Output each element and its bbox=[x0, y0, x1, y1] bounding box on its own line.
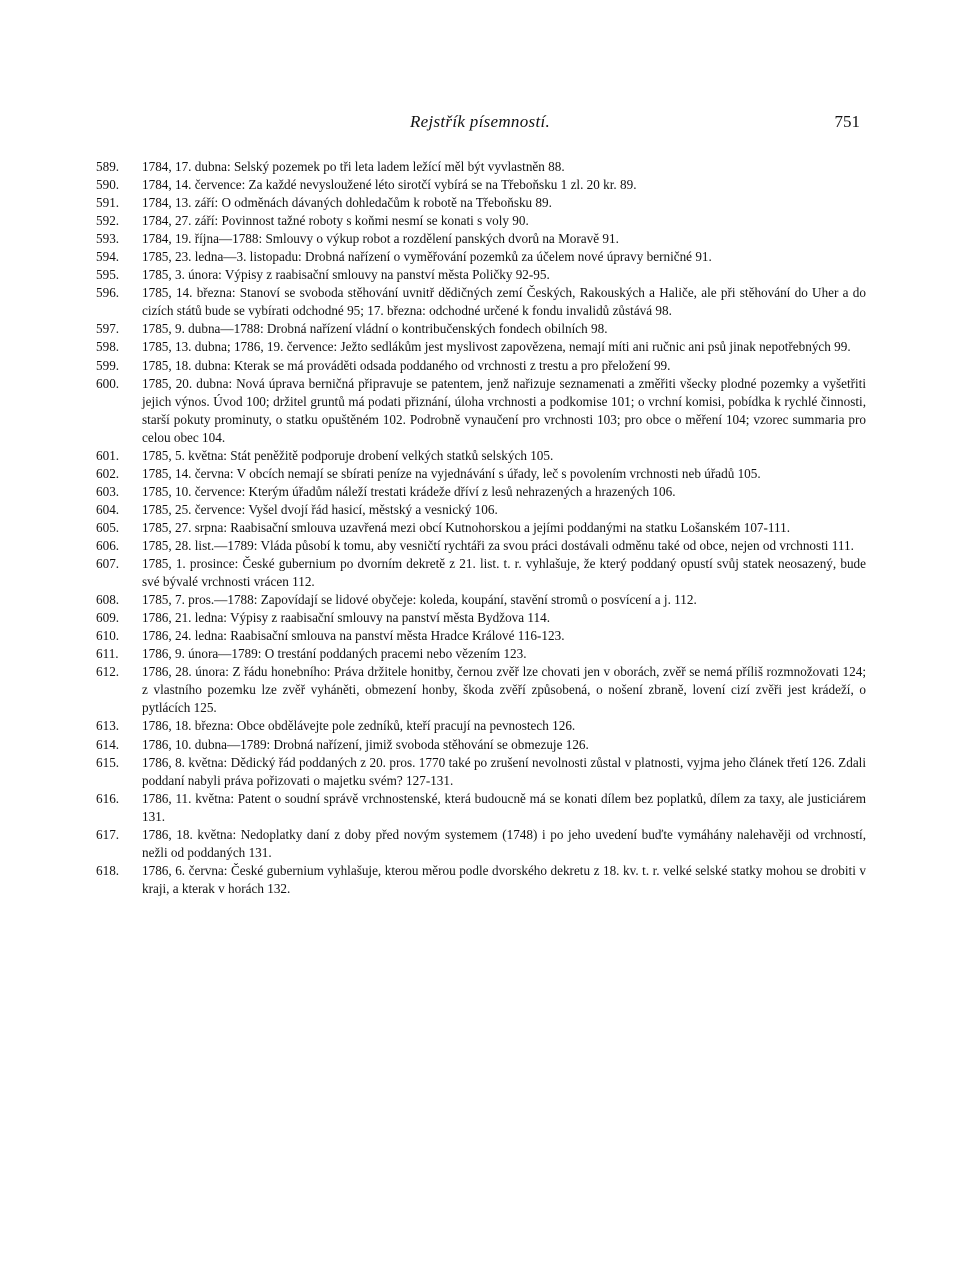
register-entry bbox=[96, 627, 866, 645]
page-header bbox=[100, 112, 860, 138]
register-entry bbox=[96, 826, 866, 862]
register-entry bbox=[96, 194, 866, 212]
register-entry bbox=[96, 862, 866, 898]
entry-number: 599. bbox=[96, 357, 120, 373]
register-entry bbox=[96, 158, 866, 176]
register-entry bbox=[96, 230, 866, 248]
entry-text: 1786, 6. června: České gubernium vyhlašuje, kterou měrou podle dvorského dekretu z 18. kv. t. r. velké selské statky mohou se drobiti v kraji, a kterak v horách 132. bbox=[142, 862, 866, 896]
entry-text: 1785, 3. února: Výpisy z raabisační smlouvy na panství města Poličky 92-95. bbox=[142, 267, 550, 283]
register-entry bbox=[96, 248, 866, 266]
entry-number: 595. bbox=[96, 267, 120, 283]
entry-text: 1786, 21. ledna: Výpisy z raabisační smlouvy na panství města Bydžova 114. bbox=[142, 610, 551, 626]
entry-text: 1785, 23. ledna—3. listopadu: Drobná nařízení o vyměřování pozemků za účelem nové úpravy berničné 91. bbox=[142, 249, 712, 265]
entry-text: 1786, 11. května: Patent o soudní správě vrchnostenské, která budoucně má se konati dílem bez poplatků, dílem za taxy, ale justiciárem 131. bbox=[142, 790, 866, 824]
entry-text: 1785, 5. května: Stát peněžitě podporuje drobení velkých statků selských 105. bbox=[142, 447, 554, 463]
entry-text: 1785, 10. července: Kterým úřadům náleží trestati krádeže dříví z lesů nehrazených a hrazených 106. bbox=[142, 483, 676, 499]
register-entry bbox=[96, 447, 866, 465]
register-entry bbox=[96, 717, 866, 735]
entry-number: 609. bbox=[96, 610, 120, 626]
register-entry bbox=[96, 609, 866, 627]
entry-text: 1785, 27. srpna: Raabisační smlouva uzavřená mezi obcí Kutnohorskou a jejími poddanými na statku Lošanském 107-111. bbox=[142, 519, 791, 535]
entry-text: 1786, 28. února: Z řádu honebního: Práva držitele honitby, černou zvěř lze chovati jen v oborách, zvěř se nemá příliš rozmnožovati 124; z vlastního pozemku lze zvěř vyháněti, obmezení honby, škoda zvěří způsobená, o nošení zbraně, lovení cizí zvěři jest krádeží, o pytlácích 125. bbox=[142, 664, 866, 716]
entry-text: 1785, 14. března: Stanoví se svoboda stěhování uvnitř dědičných zemí Českých, Rakouských a Haliče, ale při stěhování do Uher a do cizích států bude se vybírati odchodné 95; 17. března: odchodné určené k fondu invalidů zůstává 98. bbox=[142, 285, 866, 319]
register-entry bbox=[96, 555, 866, 591]
register-entry bbox=[96, 537, 866, 555]
register-entry bbox=[96, 266, 866, 284]
entry-text: 1784, 14. července: Za každé nevysloužené léto sirotčí vybírá se na Třeboňsku 1 zl. 20 kr. 89. bbox=[142, 177, 637, 193]
register-entry bbox=[96, 754, 866, 790]
register-entry bbox=[96, 320, 866, 338]
entry-number: 606. bbox=[96, 537, 120, 553]
entry-text: 1784, 27. září: Povinnost tažné roboty s koňmi nesmí se konati s voly 90. bbox=[142, 213, 529, 229]
page-number: 751 bbox=[834, 112, 860, 131]
entry-number: 597. bbox=[96, 321, 120, 337]
entry-number: 593. bbox=[96, 231, 120, 247]
register-entry bbox=[96, 790, 866, 826]
entry-text: 1786, 18. března: Obce obdělávejte pole zedníků, kteří pracují na pevnostech 126. bbox=[142, 718, 576, 734]
register-entry bbox=[96, 736, 866, 754]
entry-text: 1786, 18. května: Nedoplatky daní z doby před novým systemem (1748) i po jeho uvedení buďte vymáhány nalehavěji od vrchností, nežli od poddaných 131. bbox=[142, 826, 866, 860]
entry-text: 1786, 24. ledna: Raabisační smlouva na panství města Hradce Králové 116-123. bbox=[142, 628, 565, 644]
entry-text: 1786, 10. dubna—1789: Drobná nařízení, jimiž svoboda stěhování se obmezuje 126. bbox=[142, 736, 589, 752]
register-entry bbox=[96, 357, 866, 375]
register-entry bbox=[96, 338, 866, 356]
entry-number: 590. bbox=[96, 177, 120, 193]
register-entries bbox=[96, 158, 866, 898]
entry-number: 601. bbox=[96, 447, 120, 463]
entry-number: 617. bbox=[96, 826, 120, 842]
register-entry bbox=[96, 284, 866, 320]
register-entry bbox=[96, 176, 866, 194]
entry-text: 1784, 13. září: O odměnách dávaných dohledačům k robotě na Třeboňsku 89. bbox=[142, 195, 552, 211]
entry-number: 618. bbox=[96, 862, 120, 878]
entry-number: 600. bbox=[96, 375, 120, 391]
entry-text: 1785, 1. prosince: České gubernium po dvorním dekretě z 21. list. t. r. vyhlašuje, že který poddaný opustí svůj statek neosazený, bude své bývalé vrchnosti vrácen 112. bbox=[142, 556, 866, 590]
entry-number: 613. bbox=[96, 718, 120, 734]
entry-number: 592. bbox=[96, 213, 120, 229]
entry-number: 602. bbox=[96, 465, 120, 481]
entry-number: 607. bbox=[96, 556, 120, 572]
entry-text: 1785, 20. dubna: Nová úprava berničná připravuje se patentem, jenž nařizuje seznamenati a změřiti všecky plodné pozemky a vyšetřiti jejich výnos. Úvod 100; držitel gruntů má podati přiznání, úloha vrchnosti a podkomise 101; o vrchní komisi, pobídka k rychlé činnosti, starší pokuty prominuty, o statku opuštěném 102. Podrobně vynaučení pro vrchnosti 103; pro obce o měření 104; vzorec summaria pro celou obec 104. bbox=[142, 375, 866, 445]
register-entry bbox=[96, 465, 866, 483]
entry-text: 1785, 13. dubna; 1786, 19. července: Ježto sedlákům jest myslivost zapovězena, nemají míti ani ručnic ani psů jinak nepotřebných 99. bbox=[142, 339, 851, 355]
register-entry bbox=[96, 501, 866, 519]
register-entry bbox=[96, 212, 866, 230]
entry-number: 604. bbox=[96, 501, 120, 517]
entry-text: 1784, 19. října—1788: Smlouvy o výkup robot a rozdělení panských dvorů na Moravě 91. bbox=[142, 231, 619, 247]
entry-number: 605. bbox=[96, 519, 120, 535]
entry-number: 591. bbox=[96, 195, 120, 211]
register-entry bbox=[96, 483, 866, 501]
entry-number: 616. bbox=[96, 790, 120, 806]
entry-text: 1786, 9. února—1789: O trestání poddaných pracemi nebo vězením 123. bbox=[142, 646, 527, 662]
entry-text: 1785, 28. list.—1789: Vláda působí k tomu, aby vesničtí rychtáři za svou práci dostávali odměnu také od obce, nejen od vrchnosti 111. bbox=[142, 537, 854, 553]
register-entry bbox=[96, 645, 866, 663]
entry-number: 598. bbox=[96, 339, 120, 355]
entry-number: 596. bbox=[96, 285, 120, 301]
entry-number: 589. bbox=[96, 159, 120, 174]
entry-text: 1785, 18. dubna: Kterak se má prováděti odsada poddaného od vrchnosti z trestu a pro přeložení 99. bbox=[142, 357, 671, 373]
register-entry bbox=[96, 375, 866, 447]
entry-number: 608. bbox=[96, 592, 120, 608]
entry-number: 594. bbox=[96, 249, 120, 265]
entry-text: 1785, 14. června: V obcích nemají se sbírati peníze na vyjednávání s úřady, leč s povolením vrchnosti neb úřadů 105. bbox=[142, 465, 761, 481]
entry-text: 1785, 25. července: Vyšel dvojí řád hasicí, městský a vesnický 106. bbox=[142, 501, 498, 517]
entry-text: 1784, 17. dubna: Selský pozemek po tři leta ladem ležící měl být vyvlastněn 88. bbox=[142, 159, 565, 174]
register-entry bbox=[96, 519, 866, 537]
entry-number: 614. bbox=[96, 736, 120, 752]
entry-text: 1785, 9. dubna—1788: Drobná nařízení vládní o kontribučenských fondech obilních 98. bbox=[142, 321, 608, 337]
entry-number: 615. bbox=[96, 754, 120, 770]
running-title: Rejstřík písemností. bbox=[409, 112, 551, 131]
register-entry bbox=[96, 663, 866, 717]
entry-number: 611. bbox=[96, 646, 119, 662]
entry-number: 610. bbox=[96, 628, 120, 644]
entry-number: 612. bbox=[96, 664, 120, 680]
register-entry bbox=[96, 591, 866, 609]
entry-text: 1785, 7. pros.—1788: Zapovídají se lidové obyčeje: koleda, koupání, stavění stromů o posvícení a j. 112. bbox=[142, 592, 697, 608]
entry-text: 1786, 8. května: Dědický řád poddaných z 20. pros. 1770 také po zrušení nevolnosti zůstal v platnosti, vyjma jeho článek třetí 126. Zdali poddaní nabyli práva pořizovati o majetku svém? 127-131. bbox=[142, 754, 866, 788]
entry-number: 603. bbox=[96, 483, 120, 499]
